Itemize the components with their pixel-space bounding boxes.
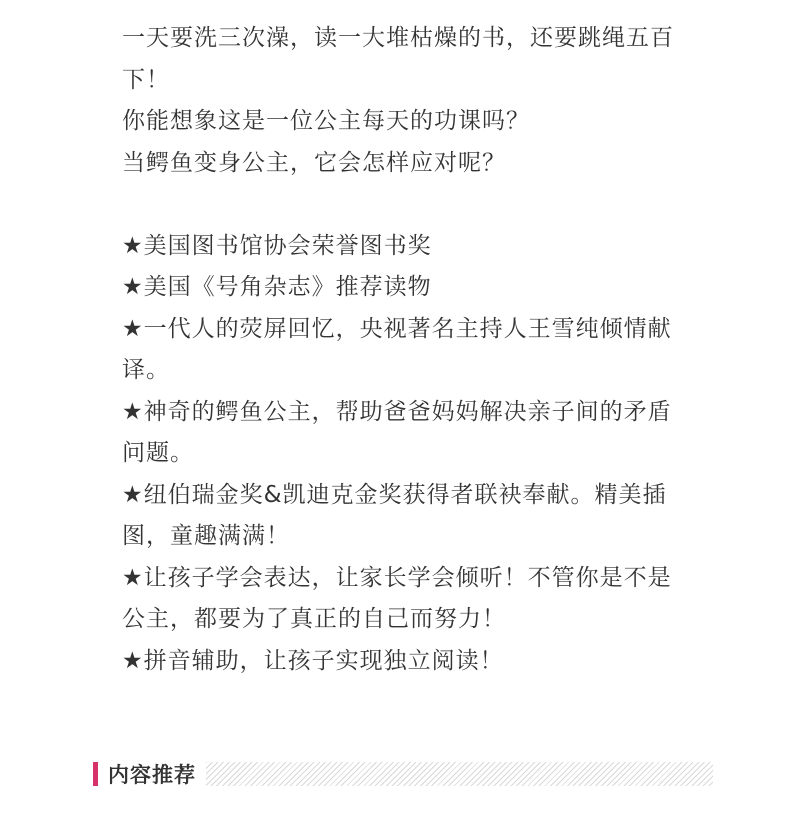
highlight-item: ★神奇的鳄鱼公主，帮助爸爸妈妈解决亲子间的矛盾问题。 [122,398,672,466]
highlight-item: ★让孩子学会表达，让家长学会倾听！不管你是不是公主，都要为了真正的自己而努力！ [122,564,672,632]
spacer [122,184,690,226]
highlight-item: ★一代人的荧屏回忆，央视著名主持人王雪纯倾情献译。 [122,315,672,383]
product-description [122,18,690,682]
section-divider-stripes [206,762,713,786]
intro-line-1: 一天要洗三次澡，读一大堆枯燥的书，还要跳绳五百下！ [122,25,674,93]
section-header-content-recommendation [93,760,713,788]
intro-line-2: 你能想象这是一位公主每天的功课吗？ [122,108,530,134]
intro-line-3: 当鳄鱼变身公主，它会怎样应对呢？ [122,149,506,176]
section-accent-bar [93,762,98,786]
highlight-item: ★美国图书馆协会荣誉图书奖 [122,232,432,259]
highlight-item: ★纽伯瑞金奖&凯迪克金奖获得者联袂奉献。精美插图，童趣满满！ [122,481,667,549]
highlight-item: ★拼音辅助，让孩子实现独立阅读！ [122,647,504,674]
highlight-item: ★美国《号角杂志》推荐读物 [122,274,432,300]
section-title: 内容推荐 [108,763,196,787]
